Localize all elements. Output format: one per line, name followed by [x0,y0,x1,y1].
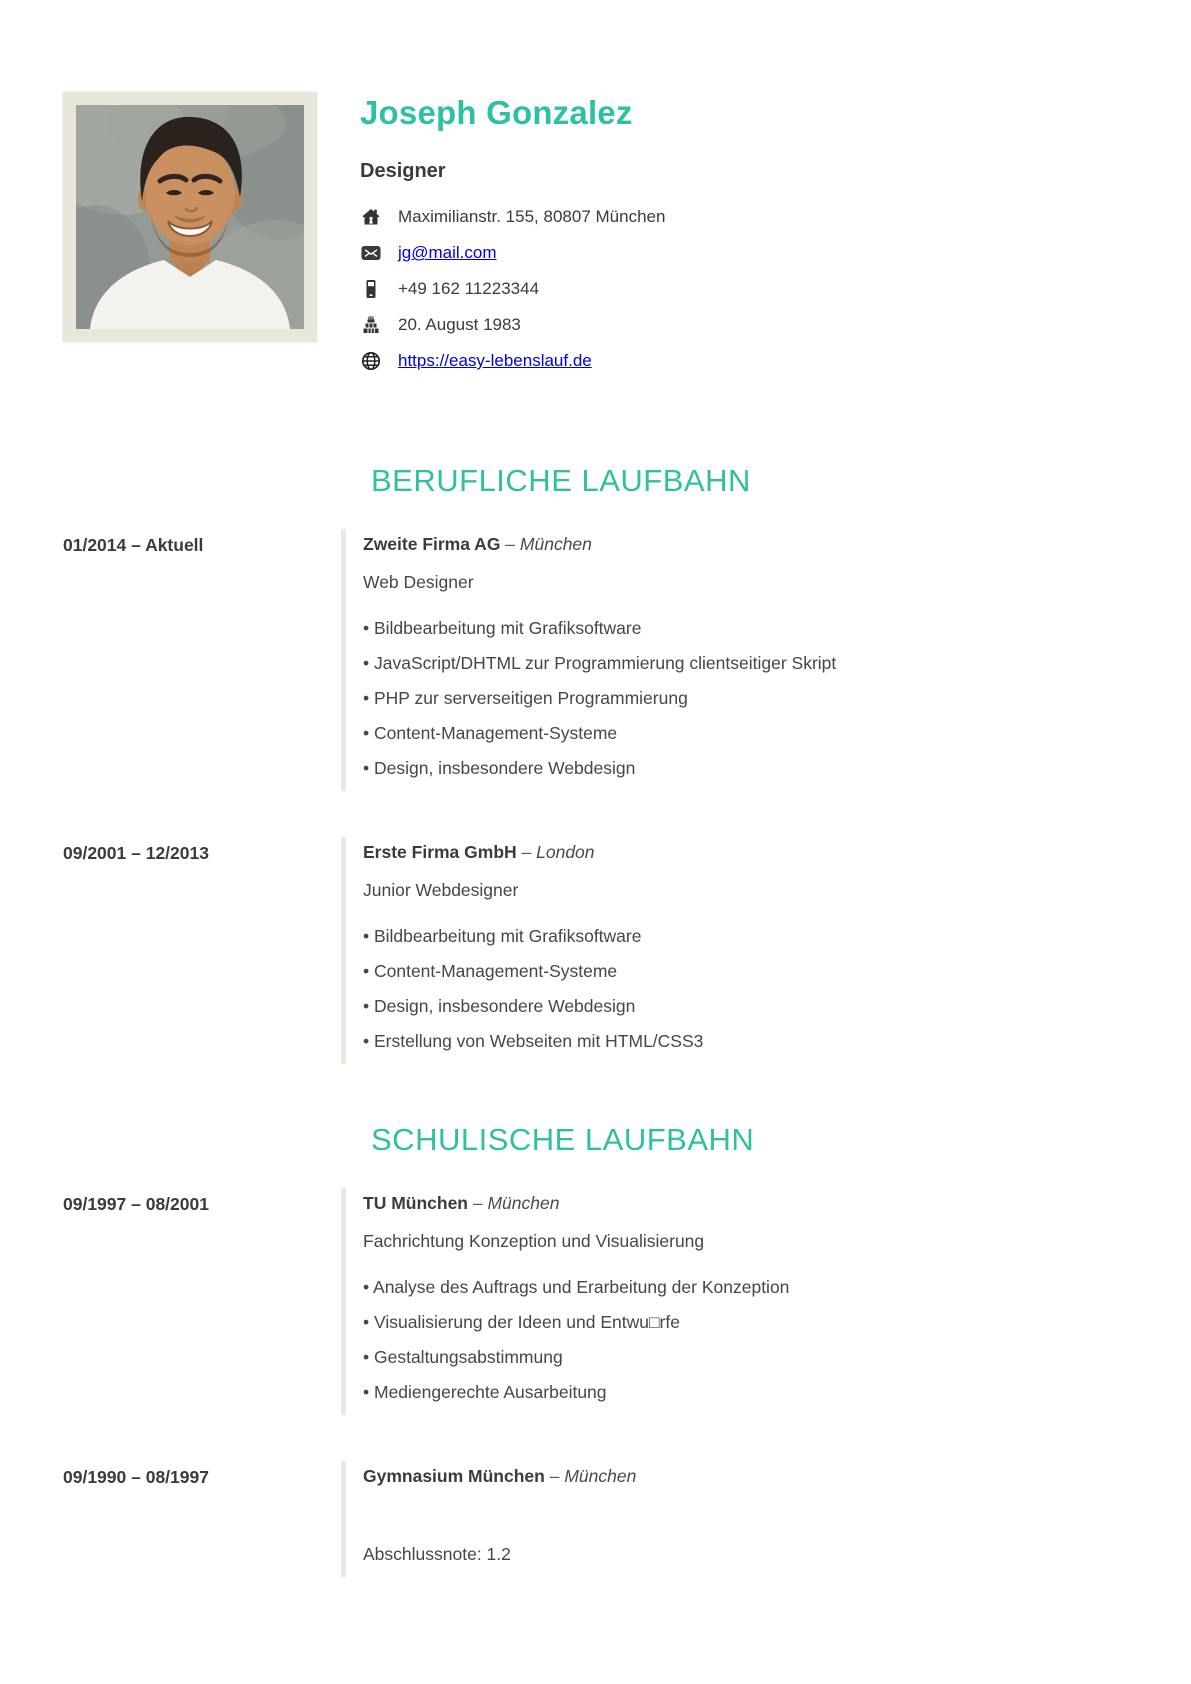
entry-organization: Zweite Firma AG [363,534,501,554]
entry-organization: TU München [363,1193,468,1213]
entry-body [341,837,1128,1064]
entry-subtitle: Web Designer [363,572,474,592]
entry-separator: – [500,534,520,554]
bullet-item: • Design, insbesondere Webdesign [363,758,636,778]
section-heading: BERUFLICHE LAUFBAHN [371,463,751,498]
entry [63,1188,1128,1415]
contact-row [360,307,665,343]
entry-title [363,1192,1128,1214]
home-icon [360,207,382,227]
entry-location: München [564,1466,637,1486]
sections [63,463,1128,1577]
bullet-item: • Mediengerechte Ausarbeitung [363,1382,607,1402]
entry-subtitle: Junior Webdesigner [363,880,519,900]
section-heading: SCHULISCHE LAUFBAHN [371,1122,755,1157]
entry-subtitle: Fachrichtung Konzeption und Visualisierung [363,1231,705,1251]
entry-period: 09/1990 – 08/1997 [63,1467,209,1487]
bullet-item: • PHP zur serverseitigen Programmierung [363,688,688,708]
header [63,92,1128,379]
entry-body [341,1188,1128,1415]
phone-icon [360,279,382,299]
entry-period: 09/1997 – 08/2001 [63,1194,209,1214]
entry-location: München [519,534,592,554]
entry-location: München [487,1193,560,1213]
entry-organization: Gymnasium München [363,1466,545,1486]
section [63,463,1128,1064]
entry-bullets [363,925,1128,1052]
entry-organization: Erste Firma GmbH [363,842,517,862]
entry-separator: – [544,1466,565,1486]
birthday-cake-icon [360,315,382,335]
entry [63,1461,1128,1577]
bullet-item: • Bildbearbeitung mit Grafiksoftware [363,926,642,946]
bullet-item: • Content-Management-Systeme [363,723,618,743]
entry-body [341,529,1128,791]
contact-link[interactable]: https://easy-lebenslauf.de [398,351,592,370]
contact-text: +49 162 11223344 [398,279,540,298]
entry-body [341,1461,1128,1577]
entry-separator: – [516,842,537,862]
profile-photo-frame [63,92,317,342]
header-text [360,92,665,379]
entry-title [363,841,1128,863]
globe-icon [360,351,382,371]
entry-title [363,1465,1128,1487]
entry-location: London [536,842,595,862]
entry-period: 01/2014 – Aktuell [63,535,204,555]
person-title: Designer [360,160,446,182]
bullet-item: • Visualisierung der Ideen und Entwu□rfe [363,1312,680,1332]
section [63,1122,1128,1577]
contact-text: Maximilianstr. 155, 80807 München [398,207,666,226]
bullet-item: • Erstellung von Webseiten mit HTML/CSS3 [363,1031,704,1051]
entry [63,837,1128,1064]
entry-title [363,533,1128,555]
entry-bullets [363,617,1128,779]
entry-note: Abschlussnote: 1.2 [363,1544,511,1564]
bullet-item: • JavaScript/DHTML zur Programmierung clientseitiger Skript [363,653,837,673]
bullet-item: • Design, insbesondere Webdesign [363,996,636,1016]
person-name: Joseph Gonzalez [360,94,633,131]
bullet-item: • Analyse des Auftrags und Erarbeitung der Konzeption [363,1277,790,1297]
email-icon [360,243,382,263]
section-entries [63,529,1128,1064]
contact-row [360,235,665,271]
bullet-item: • Content-Management-Systeme [363,961,618,981]
entry [63,529,1128,791]
profile-photo [76,105,304,329]
contact-text [398,243,497,263]
contact-row [360,199,665,235]
bullet-item: • Gestaltungsabstimmung [363,1347,563,1367]
entry-bullets [363,1276,1128,1403]
contact-list [360,199,665,379]
contact-text: 20. August 1983 [398,315,521,334]
section-entries [63,1188,1128,1577]
contact-row [360,343,665,379]
entry-period: 09/2001 – 12/2013 [63,843,209,863]
entry-separator: – [468,1193,488,1213]
contact-link[interactable]: jg@mail.com [398,243,497,262]
bullet-item: • Bildbearbeitung mit Grafiksoftware [363,618,642,638]
contact-text [398,351,592,371]
contact-row [360,271,665,307]
